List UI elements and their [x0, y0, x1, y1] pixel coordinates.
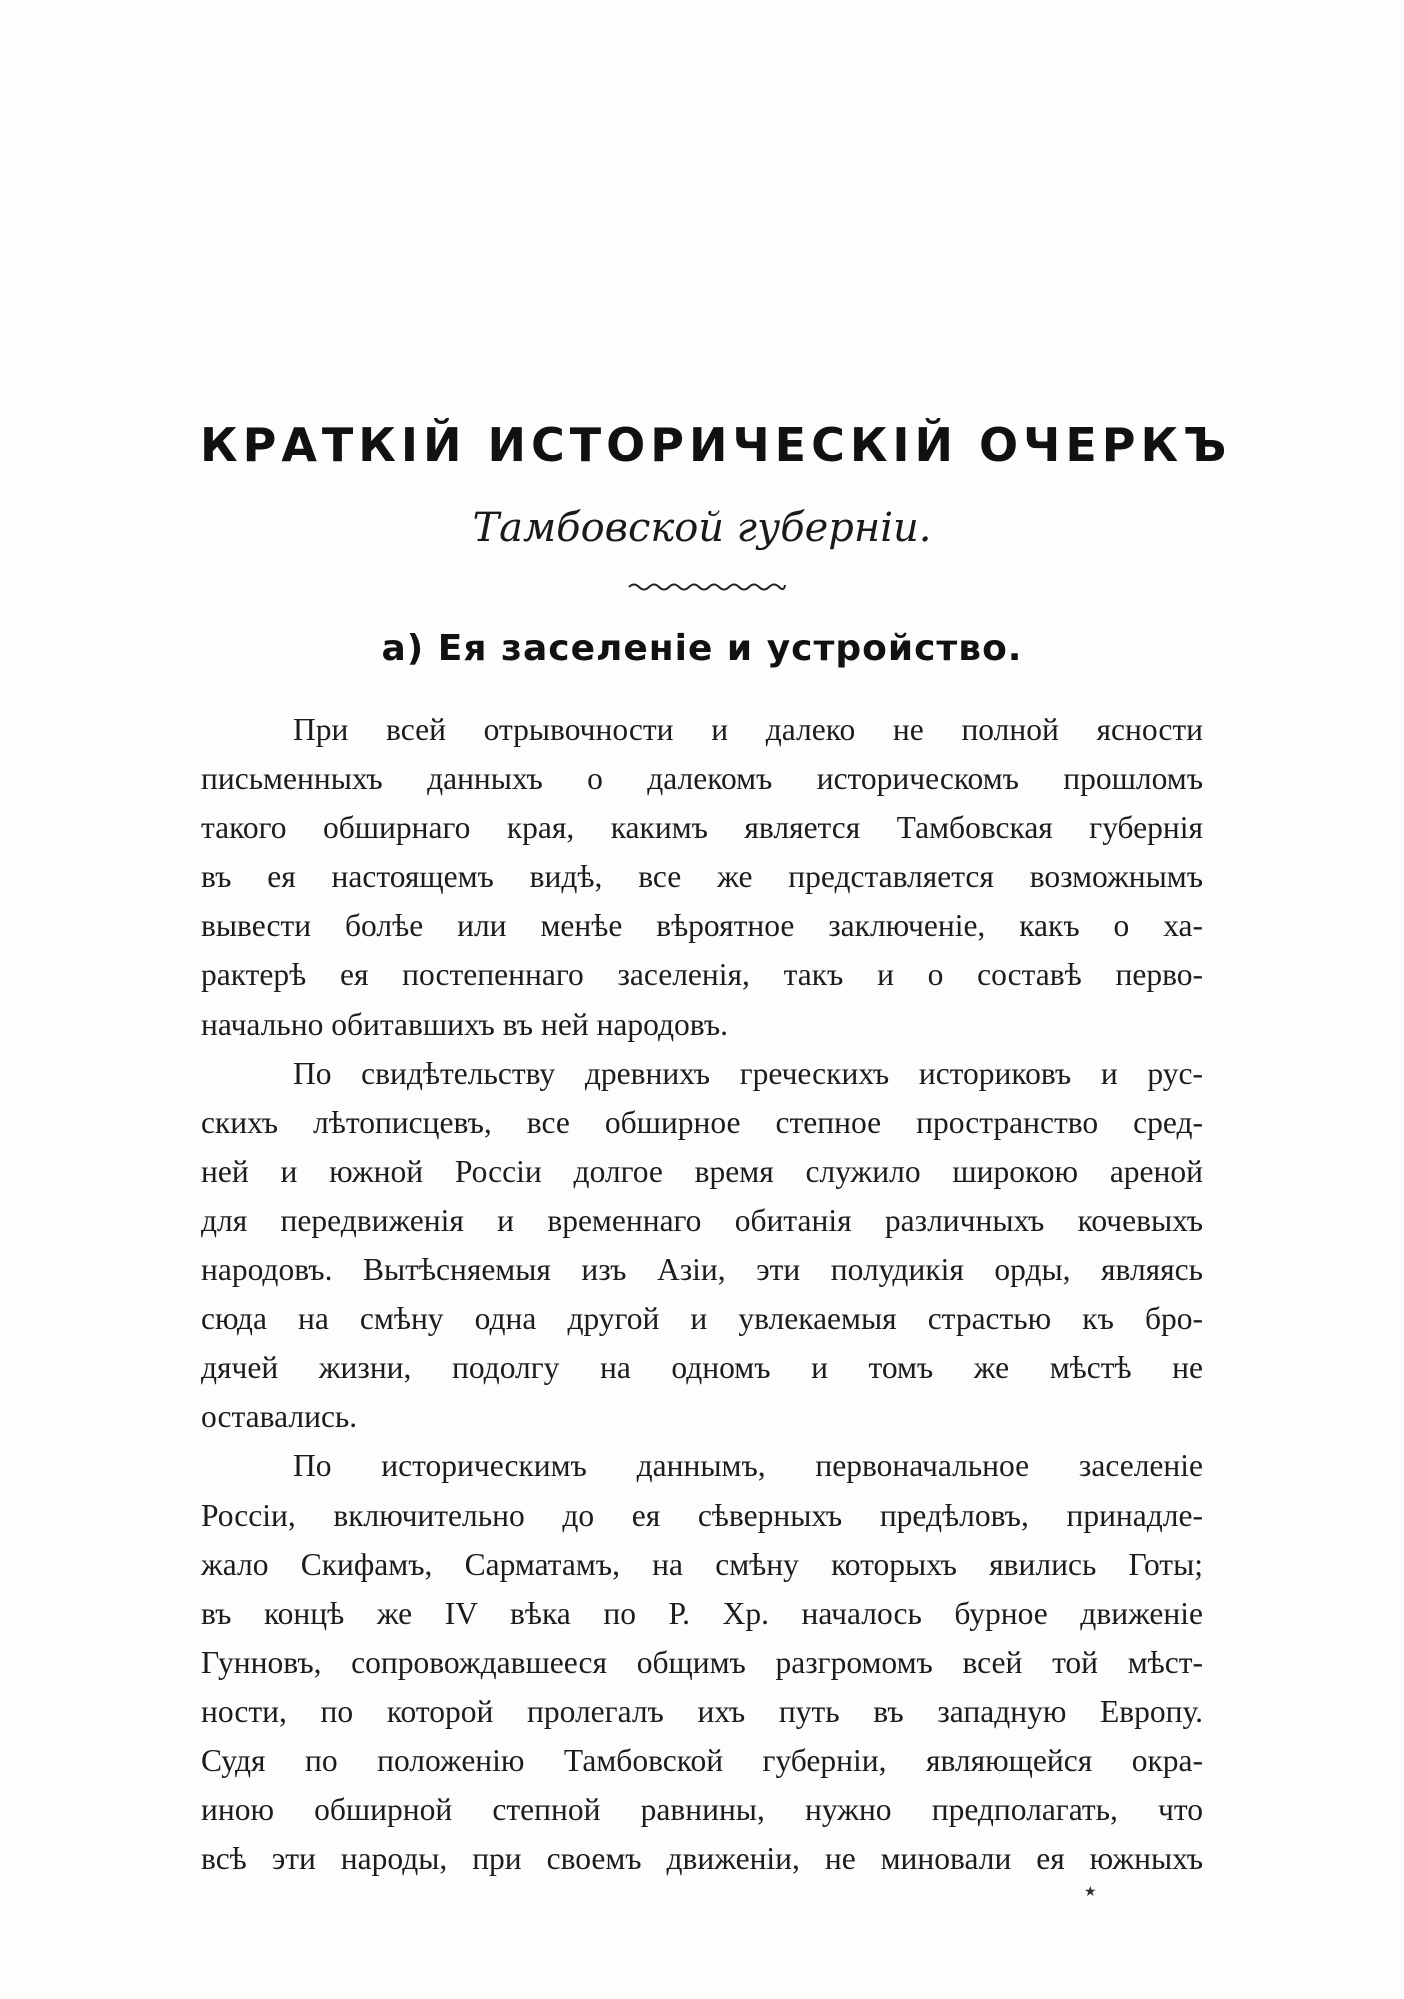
text-line: иною обширной степной равнины, нужно предполагать, что: [201, 1792, 1203, 1828]
text-line: народовъ. Вытѣсняемыя изъ Азіи, эти полудикія орды, являясь: [201, 1252, 1203, 1288]
text-line: для передвиженія и временнаго обитанія различныхъ кочевыхъ: [201, 1202, 1203, 1238]
text-line: такого обширнаго края, какимъ является Тамбовская губернія: [201, 810, 1203, 846]
text-line: жало Скифамъ, Сарматамъ, на смѣну которыхъ явились Готы;: [201, 1546, 1203, 1582]
paragraph-3: [201, 1441, 1203, 1883]
text-line: всѣ эти народы, при своемъ движеніи, не миновали ея южныхъ: [201, 1841, 1203, 1877]
text-line: вывести болѣе или менѣе вѣроятное заключеніе, какъ о ха-: [201, 908, 1203, 944]
wavy-ornament-divider: [627, 580, 787, 594]
text-line: При всей отрывочности и далеко не полной ясности: [293, 712, 1203, 747]
paragraph-1: [201, 705, 1203, 1049]
text-line: Гунновъ, сопровождавшееся общимъ разгромомъ всей той мѣст-: [201, 1644, 1203, 1680]
paragraph-2: [201, 1049, 1203, 1442]
printer-mark: ★: [1084, 1884, 1097, 1900]
text-line: рактерѣ ея постепеннаго заселенія, такъ и о составѣ перво-: [201, 957, 1203, 993]
text-line: въ ея настоящемъ видѣ, все же представляется возможнымъ: [201, 859, 1203, 895]
text-line: ней и южной Россіи долгое время служило широкою ареной: [201, 1153, 1203, 1189]
text-line: оставались.: [201, 1399, 358, 1435]
text-line: дячей жизни, подолгу на одномъ и томъ же мѣстѣ не: [201, 1350, 1203, 1386]
chapter-title: КРАТКІЙ ИСТОРИЧЕСКІЙ ОЧЕРКЪ: [200, 418, 1232, 472]
text-line: сюда на смѣну одна другой и увлекаемыя страстью къ бро-: [201, 1301, 1203, 1337]
text-line: По историческимъ даннымъ, первоначальное заселеніе: [293, 1448, 1203, 1484]
body-text: [201, 705, 1203, 1883]
text-line: скихъ лѣтописцевъ, все обширное степное пространство сред-: [201, 1104, 1203, 1140]
text-line: въ концѣ же IV вѣка по Р. Хр. началось бурное движеніе: [201, 1595, 1203, 1631]
chapter-subtitle: Тамбовской губерніи.: [472, 505, 932, 551]
section-heading: а) Ея заселеніе и устройство.: [381, 628, 1023, 669]
text-line: Судя по положенію Тамбовской губерніи, являющейся окра-: [201, 1742, 1203, 1778]
text-line: По свидѣтельству древнихъ греческихъ историковъ и рус-: [293, 1055, 1203, 1091]
text-line: письменныхъ данныхъ о далекомъ историческомъ прошломъ: [201, 761, 1203, 797]
text-line: ности, по которой пролегалъ ихъ путь въ западную Европу.: [201, 1693, 1203, 1729]
text-line: Россіи, включительно до ея сѣверныхъ предѣловъ, принадле-: [201, 1497, 1203, 1533]
text-line: начально обитавшихъ въ ней народовъ.: [201, 1006, 728, 1042]
